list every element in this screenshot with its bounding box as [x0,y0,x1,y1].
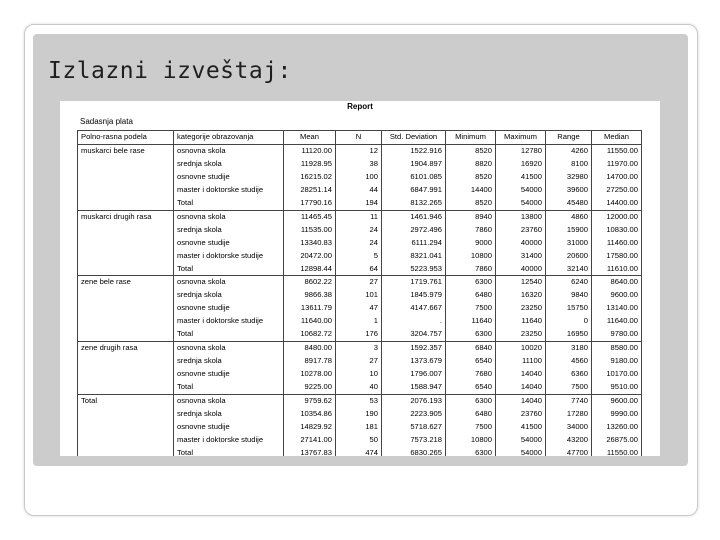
value-cell: 8520 [446,171,496,184]
value-cell: 9000 [446,237,496,250]
table-row [78,395,642,408]
value-cell: 3180 [546,342,592,355]
value-cell: 13340.83 [284,237,336,250]
value-cell: 6101.085 [382,171,446,184]
group-label-cell [78,355,174,368]
value-cell: 28251.14 [284,184,336,197]
value-cell: 1719.761 [382,276,446,289]
report-body [78,144,642,456]
table-row [78,434,642,447]
category-cell: osnovna skola [174,210,284,223]
table-row [78,197,642,210]
table-row [78,210,642,223]
value-cell: 14040 [496,381,546,394]
table-row [78,171,642,184]
value-cell: 7680 [446,368,496,381]
group-label-cell: zene bele rase [78,276,174,289]
value-cell: 20472.00 [284,250,336,263]
value-cell: 9225.00 [284,381,336,394]
value-cell: 9840 [546,289,592,302]
value-cell: 10830.00 [592,224,642,237]
value-cell: 17280 [546,408,592,421]
value-cell: 24 [336,224,382,237]
value-cell: 24 [336,237,382,250]
category-cell: Total [174,328,284,341]
value-cell: 11535.00 [284,224,336,237]
value-cell: 9180.00 [592,355,642,368]
value-cell: 1796.007 [382,368,446,381]
value-cell: 41500 [496,421,546,434]
group-label-cell [78,315,174,328]
value-cell: 7500 [446,421,496,434]
value-cell: 13260.00 [592,421,642,434]
value-cell: 8132.265 [382,197,446,210]
value-cell: 101 [336,289,382,302]
header-cell: Std. Deviation [382,131,446,145]
value-cell: 7860 [446,224,496,237]
group-label-cell [78,381,174,394]
value-cell: 47 [336,302,382,315]
value-cell: 64 [336,263,382,276]
value-cell: 41500 [496,171,546,184]
value-cell: 54000 [496,447,546,456]
value-cell: 16320 [496,289,546,302]
category-cell: master i doktorske studije [174,184,284,197]
slide-title: Izlazni izveštaj: [48,58,292,84]
value-cell: 8480.00 [284,342,336,355]
value-cell: 6847.991 [382,184,446,197]
value-cell: 8640.00 [592,276,642,289]
value-cell: 32140 [546,263,592,276]
value-cell: 9600.00 [592,289,642,302]
value-cell: 11928.95 [284,158,336,171]
value-cell: . [382,315,446,328]
group-label-cell [78,263,174,276]
category-cell: master i doktorske studije [174,434,284,447]
value-cell: 1373.679 [382,355,446,368]
value-cell: 6540 [446,355,496,368]
table-row [78,328,642,341]
value-cell: 45480 [546,197,592,210]
value-cell: 16920 [496,158,546,171]
value-cell: 32980 [546,171,592,184]
group-label-cell [78,158,174,171]
category-cell: Total [174,447,284,456]
value-cell: 6300 [446,395,496,408]
value-cell: 23250 [496,328,546,341]
value-cell: 10354.86 [284,408,336,421]
value-cell: 10682.72 [284,328,336,341]
group-label-cell: muskarci bele rase [78,144,174,157]
value-cell: 0 [546,315,592,328]
value-cell: 176 [336,328,382,341]
value-cell: 6240 [546,276,592,289]
table-row [78,368,642,381]
value-cell: 474 [336,447,382,456]
table-row [78,447,642,456]
value-cell: 10170.00 [592,368,642,381]
value-cell: 181 [336,421,382,434]
value-cell: 3 [336,342,382,355]
group-label-cell [78,237,174,250]
value-cell: 53 [336,395,382,408]
value-cell: 16215.02 [284,171,336,184]
value-cell: 1904.897 [382,158,446,171]
value-cell: 6300 [446,328,496,341]
value-cell: 194 [336,197,382,210]
value-cell: 23760 [496,224,546,237]
value-cell: 4560 [546,355,592,368]
value-cell: 12898.44 [284,263,336,276]
value-cell: 2223.905 [382,408,446,421]
table-row [78,263,642,276]
value-cell: 11 [336,210,382,223]
value-cell: 12000.00 [592,210,642,223]
value-cell: 7860 [446,263,496,276]
value-cell: 7500 [446,302,496,315]
value-cell: 38 [336,158,382,171]
header-cell: kategorije obrazovanja [174,131,284,145]
category-cell: srednja skola [174,289,284,302]
value-cell: 5 [336,250,382,263]
value-cell: 8820 [446,158,496,171]
value-cell: 11550.00 [592,144,642,157]
group-label-cell [78,171,174,184]
value-cell: 23250 [496,302,546,315]
report-header-row [78,131,642,145]
value-cell: 16950 [546,328,592,341]
header-cell: Polno-rasna podela [78,131,174,145]
value-cell: 11610.00 [592,263,642,276]
value-cell: 26875.00 [592,434,642,447]
table-row [78,144,642,157]
group-label-cell [78,421,174,434]
value-cell: 27 [336,355,382,368]
group-label-cell [78,224,174,237]
value-cell: 100 [336,171,382,184]
value-cell: 10278.00 [284,368,336,381]
value-cell: 9990.00 [592,408,642,421]
category-cell: osnovne studije [174,421,284,434]
category-cell: osnovne studije [174,171,284,184]
value-cell: 4860 [546,210,592,223]
value-cell: 23760 [496,408,546,421]
value-cell: 8520 [446,144,496,157]
value-cell: 6830.265 [382,447,446,456]
value-cell: 8580.00 [592,342,642,355]
value-cell: 11640 [496,315,546,328]
table-row [78,302,642,315]
value-cell: 13767.83 [284,447,336,456]
value-cell: 1461.946 [382,210,446,223]
value-cell: 17580.00 [592,250,642,263]
value-cell: 10020 [496,342,546,355]
value-cell: 15750 [546,302,592,315]
report-title: Report [347,102,373,111]
value-cell: 14829.92 [284,421,336,434]
value-cell: 20600 [546,250,592,263]
value-cell: 11640.00 [592,315,642,328]
value-cell: 10800 [446,434,496,447]
value-cell: 11640 [446,315,496,328]
group-label-cell [78,197,174,210]
value-cell: 1522.916 [382,144,446,157]
value-cell: 7573.218 [382,434,446,447]
value-cell: 6840 [446,342,496,355]
value-cell: 27250.00 [592,184,642,197]
value-cell: 8602.22 [284,276,336,289]
value-cell: 13611.79 [284,302,336,315]
table-row [78,184,642,197]
category-cell: osnovna skola [174,342,284,355]
header-cell: Range [546,131,592,145]
value-cell: 31000 [546,237,592,250]
category-cell: osnovne studije [174,368,284,381]
value-cell: 2972.496 [382,224,446,237]
group-label-cell [78,368,174,381]
value-cell: 6300 [446,276,496,289]
value-cell: 3204.757 [382,328,446,341]
value-cell: 11100 [496,355,546,368]
value-cell: 27141.00 [284,434,336,447]
category-cell: srednja skola [174,224,284,237]
value-cell: 5718.627 [382,421,446,434]
category-cell: Total [174,381,284,394]
group-label-cell [78,184,174,197]
value-cell: 8940 [446,210,496,223]
value-cell: 11120.00 [284,144,336,157]
value-cell: 12 [336,144,382,157]
value-cell: 11550.00 [592,447,642,456]
category-cell: osnovne studije [174,302,284,315]
value-cell: 14700.00 [592,171,642,184]
table-row [78,421,642,434]
group-label-cell: Total [78,395,174,408]
category-cell: srednja skola [174,158,284,171]
value-cell: 9780.00 [592,328,642,341]
category-cell: osnovna skola [174,276,284,289]
value-cell: 15900 [546,224,592,237]
value-cell: 11970.00 [592,158,642,171]
table-row [78,355,642,368]
table-row [78,237,642,250]
group-label-cell: muskarci drugih rasa [78,210,174,223]
table-row [78,276,642,289]
category-cell: Total [174,197,284,210]
header-cell: Maximum [496,131,546,145]
value-cell: 6360 [546,368,592,381]
table-row [78,224,642,237]
value-cell: 17790.16 [284,197,336,210]
value-cell: 14400 [446,184,496,197]
category-cell: osnovna skola [174,395,284,408]
category-cell: srednja skola [174,408,284,421]
value-cell: 9759.62 [284,395,336,408]
value-cell: 44 [336,184,382,197]
group-label-cell [78,302,174,315]
value-cell: 12540 [496,276,546,289]
category-cell: master i doktorske studije [174,315,284,328]
value-cell: 50 [336,434,382,447]
value-cell: 31400 [496,250,546,263]
value-cell: 34000 [546,421,592,434]
header-cell: Mean [284,131,336,145]
table-row [78,342,642,355]
report-output [60,101,660,456]
value-cell: 6540 [446,381,496,394]
value-cell: 9510.00 [592,381,642,394]
value-cell: 7740 [546,395,592,408]
value-cell: 8100 [546,158,592,171]
table-row [78,289,642,302]
table-row [78,315,642,328]
value-cell: 8520 [446,197,496,210]
header-cell: Median [592,131,642,145]
group-label-cell [78,408,174,421]
group-label-cell: zene drugih rasa [78,342,174,355]
value-cell: 14040 [496,395,546,408]
value-cell: 4147.667 [382,302,446,315]
value-cell: 1588.947 [382,381,446,394]
value-cell: 9866.38 [284,289,336,302]
value-cell: 10 [336,368,382,381]
report-table [77,130,642,456]
value-cell: 6300 [446,447,496,456]
table-row [78,250,642,263]
value-cell: 54000 [496,434,546,447]
value-cell: 7500 [546,381,592,394]
value-cell: 47700 [546,447,592,456]
value-cell: 54000 [496,184,546,197]
value-cell: 8917.78 [284,355,336,368]
header-cell: Minimum [446,131,496,145]
value-cell: 54000 [496,197,546,210]
group-label-cell [78,289,174,302]
value-cell: 13140.00 [592,302,642,315]
category-cell: osnovne studije [174,237,284,250]
value-cell: 6111.294 [382,237,446,250]
value-cell: 2076.193 [382,395,446,408]
value-cell: 14400.00 [592,197,642,210]
value-cell: 9600.00 [592,395,642,408]
category-cell: osnovna skola [174,144,284,157]
value-cell: 4260 [546,144,592,157]
value-cell: 6480 [446,289,496,302]
value-cell: 10800 [446,250,496,263]
value-cell: 11460.00 [592,237,642,250]
value-cell: 14040 [496,368,546,381]
header-cell: N [336,131,382,145]
value-cell: 43200 [546,434,592,447]
group-label-cell [78,447,174,456]
table-row [78,158,642,171]
value-cell: 40000 [496,237,546,250]
group-label-cell [78,434,174,447]
table-row [78,381,642,394]
value-cell: 5223.953 [382,263,446,276]
value-cell: 190 [336,408,382,421]
table-row [78,408,642,421]
value-cell: 27 [336,276,382,289]
report-subtitle: Sadasnja plata [80,117,133,126]
category-cell: Total [174,263,284,276]
category-cell: master i doktorske studije [174,250,284,263]
value-cell: 11465.45 [284,210,336,223]
value-cell: 8321.041 [382,250,446,263]
value-cell: 1592.357 [382,342,446,355]
value-cell: 6480 [446,408,496,421]
value-cell: 40000 [496,263,546,276]
value-cell: 1 [336,315,382,328]
value-cell: 13800 [496,210,546,223]
group-label-cell [78,328,174,341]
category-cell: srednja skola [174,355,284,368]
value-cell: 1845.979 [382,289,446,302]
value-cell: 12780 [496,144,546,157]
group-label-cell [78,250,174,263]
value-cell: 11640.00 [284,315,336,328]
value-cell: 40 [336,381,382,394]
value-cell: 39600 [546,184,592,197]
